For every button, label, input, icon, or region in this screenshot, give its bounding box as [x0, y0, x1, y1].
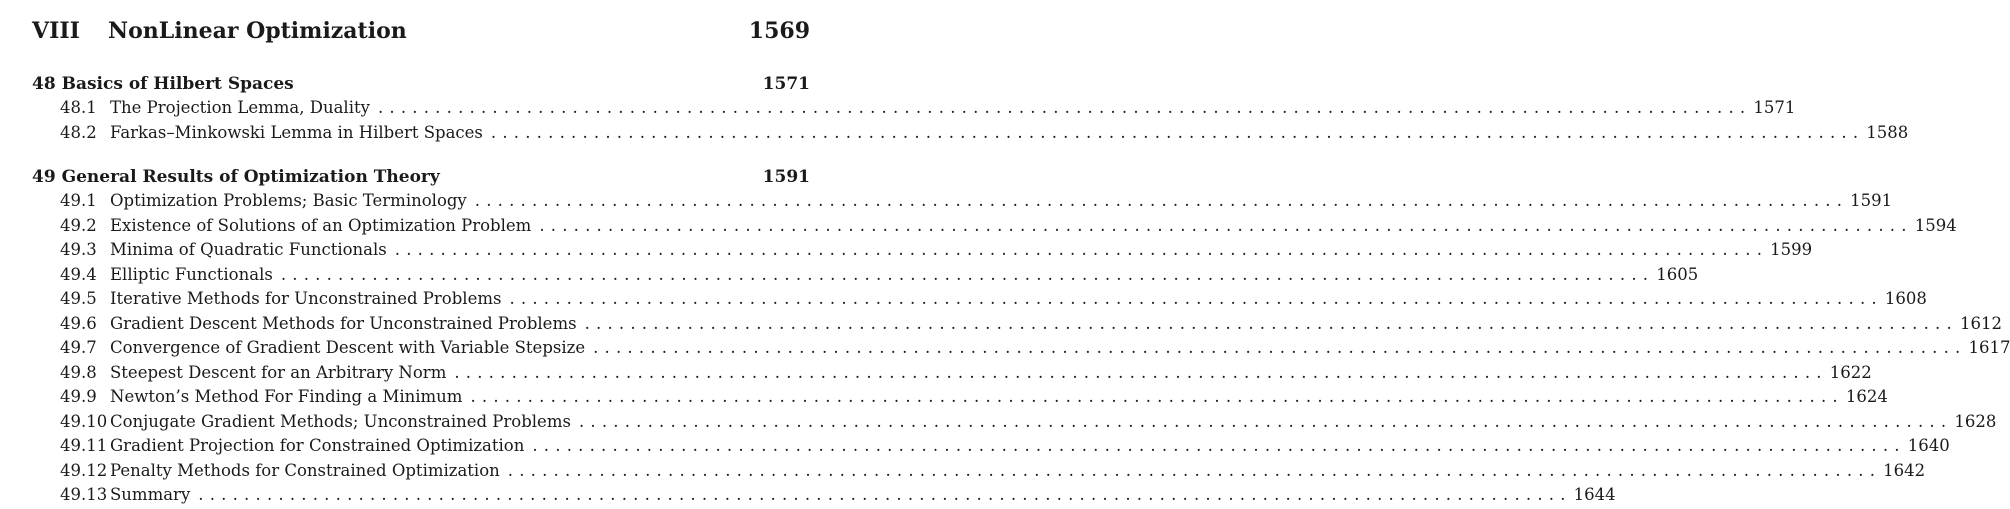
part-heading-label — [32, 14, 407, 48]
section-title: The Projection Lemma, Duality — [110, 98, 370, 117]
section-title: Minima of Quadratic Functionals — [110, 240, 387, 259]
section-title: Newton’s Method For Finding a Minimum — [110, 387, 463, 406]
chapter-label — [32, 165, 440, 189]
section-page: 1599 — [1770, 240, 1813, 259]
section-page: 1608 — [1884, 289, 1927, 308]
toc-entry — [32, 263, 1699, 288]
dot-leader: ........................................................................................................................ — [377, 98, 1752, 117]
dot-leader: ........................................................................................................................ — [593, 338, 1967, 357]
section-page: 1605 — [1656, 264, 1699, 284]
section-title: Gradient Projection for Constrained Optimization — [110, 436, 525, 455]
section-page: 1612 — [1959, 313, 2002, 333]
section-number: 49.3 — [60, 240, 97, 259]
part-number: VIII — [32, 18, 80, 44]
part-title: NonLinear Optimization — [108, 18, 407, 44]
dot-leader: ........................................................................................................................ — [470, 387, 1844, 406]
toc-entry — [32, 410, 1997, 435]
chapter-number: 48 — [32, 74, 56, 94]
dot-leader: ........................................................................................................................ — [280, 264, 1655, 284]
section-title: Summary — [110, 485, 191, 504]
section-title: Optimization Problems; Basic Terminology — [110, 191, 467, 210]
section-number: 49.4 — [60, 264, 97, 284]
section-page: 1571 — [1753, 98, 1796, 117]
toc-entry — [32, 238, 1813, 263]
toc-entry — [32, 336, 2010, 361]
dot-leader: ........................................................................................................................ — [584, 313, 1958, 333]
chapter-page: 1591 — [762, 167, 810, 187]
section-title: Existence of Solutions of an Optimization Problem — [110, 215, 532, 235]
dot-leader: ........................................................................................................................ — [507, 460, 1882, 480]
section-number: 49.10 — [60, 411, 108, 431]
section-page: 1642 — [1883, 460, 1926, 480]
section-page: 1591 — [1850, 191, 1893, 210]
dot-leader: ........................................................................................................................ — [578, 411, 1953, 431]
section-page: 1594 — [1914, 215, 1957, 235]
dot-leader: ........................................................................................................................ — [454, 362, 1828, 382]
section-page: 1624 — [1845, 387, 1888, 406]
part-heading — [32, 14, 810, 48]
part-page: 1569 — [748, 18, 810, 44]
dot-leader: ........................................................................................................................ — [198, 485, 1572, 504]
toc-entry — [32, 121, 1909, 146]
table-of-contents — [32, 14, 2010, 508]
toc-entry — [32, 483, 1616, 508]
section-number: 49.6 — [60, 313, 97, 333]
section-number: 49.7 — [60, 338, 97, 357]
toc-entry — [32, 312, 2002, 337]
chapter-title: General Results of Optimization Theory — [61, 167, 440, 187]
toc-entry — [32, 434, 1950, 459]
section-number: 48.2 — [60, 122, 97, 142]
dot-leader: ........................................................................................................................ — [394, 240, 1769, 259]
section-number: 49.2 — [60, 215, 97, 235]
section-title: Penalty Methods for Constrained Optimization — [110, 460, 500, 480]
toc-entry — [32, 96, 1796, 121]
dot-leader: ........................................................................................................................ — [474, 191, 1849, 210]
dot-leader: ........................................................................................................................ — [490, 122, 1865, 142]
section-title: Gradient Descent Methods for Unconstrained Problems — [110, 313, 577, 333]
section-number: 49.1 — [60, 191, 97, 210]
section-list — [32, 189, 2010, 508]
section-number: 48.1 — [60, 98, 97, 117]
toc-entry — [32, 459, 1926, 484]
section-page: 1622 — [1829, 362, 1872, 382]
section-title: Convergence of Gradient Descent with Variable Stepsize — [110, 338, 586, 357]
section-number: 49.9 — [60, 387, 97, 406]
chapter-page: 1571 — [762, 74, 810, 94]
dot-leader: ........................................................................................................................ — [539, 215, 1913, 235]
toc-entry — [32, 214, 1957, 239]
toc-entry — [32, 287, 1927, 312]
section-page: 1628 — [1954, 411, 1997, 431]
section-page: 1588 — [1866, 122, 1909, 142]
section-title: Iterative Methods for Unconstrained Problems — [110, 289, 502, 308]
toc-entry — [32, 189, 1893, 214]
section-title: Farkas–Minkowski Lemma in Hilbert Spaces — [110, 122, 483, 142]
section-list — [32, 96, 1909, 145]
chapter-label — [32, 72, 294, 96]
chapter-heading — [32, 72, 810, 96]
section-title: Steepest Descent for an Arbitrary Norm — [110, 362, 447, 382]
section-page: 1617 — [1968, 338, 2010, 357]
chapter-heading — [32, 165, 810, 189]
chapter-title: Basics of Hilbert Spaces — [61, 74, 294, 94]
section-page: 1644 — [1573, 485, 1616, 504]
dot-leader: ........................................................................................................................ — [509, 289, 1883, 308]
section-number: 49.8 — [60, 362, 97, 382]
section-number: 49.12 — [60, 460, 108, 480]
toc-entry — [32, 361, 1872, 386]
toc-entry — [32, 385, 1888, 410]
section-title: Elliptic Functionals — [110, 264, 273, 284]
section-title: Conjugate Gradient Methods; Unconstrained Problems — [110, 411, 571, 431]
section-number: 49.5 — [60, 289, 97, 308]
section-page: 1640 — [1907, 436, 1950, 455]
section-number: 49.13 — [60, 485, 108, 504]
dot-leader: ........................................................................................................................ — [532, 436, 1906, 455]
section-number: 49.11 — [60, 436, 108, 455]
chapter-number: 49 — [32, 167, 56, 187]
